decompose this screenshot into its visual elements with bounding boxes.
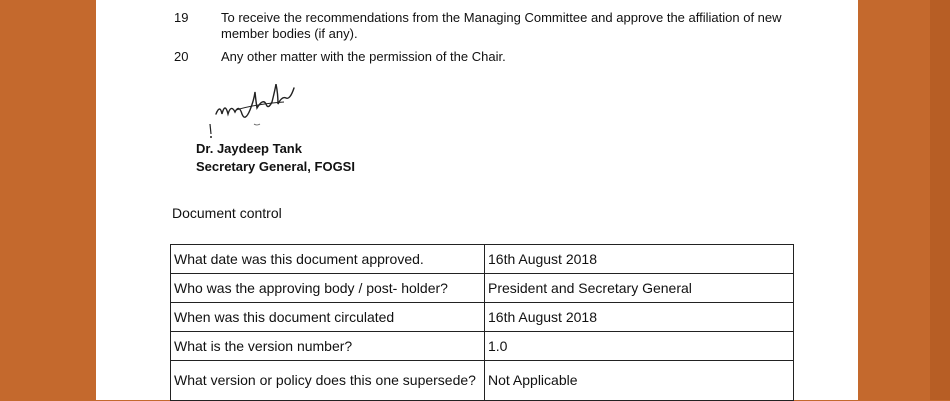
table-row bbox=[171, 274, 794, 303]
row-question: Who was the approving body / post- holder? bbox=[171, 274, 485, 303]
document-control-heading: Document control bbox=[172, 205, 282, 221]
document-control-table bbox=[170, 244, 794, 401]
table-row bbox=[171, 332, 794, 361]
agenda-text: Any other matter with the permission of the Chair. bbox=[221, 49, 506, 64]
table-row bbox=[171, 303, 794, 332]
row-answer: President and Secretary General bbox=[485, 274, 794, 303]
row-answer: 16th August 2018 bbox=[485, 245, 794, 274]
page-frame-right bbox=[858, 0, 950, 400]
table-row bbox=[171, 361, 794, 401]
agenda-number: 19 bbox=[174, 10, 189, 25]
signatory-title: Secretary General, FOGSI bbox=[196, 159, 355, 174]
table-row bbox=[171, 245, 794, 274]
document-page bbox=[96, 0, 858, 400]
row-question: What is the version number? bbox=[171, 332, 485, 361]
row-question: What version or policy does this one supersede? bbox=[171, 361, 485, 401]
agenda-text: To receive the recommendations from the Managing Committee and approve the affiliation of new member bodies (if any). bbox=[221, 10, 782, 41]
row-answer: 16th August 2018 bbox=[485, 303, 794, 332]
row-question: When was this document circulated bbox=[171, 303, 485, 332]
handwritten-signature bbox=[206, 84, 316, 140]
agenda-number: 20 bbox=[174, 49, 189, 64]
signatory-name: Dr. Jaydeep Tank bbox=[196, 141, 302, 156]
row-answer: 1.0 bbox=[485, 332, 794, 361]
row-answer: Not Applicable bbox=[485, 361, 794, 401]
row-question: What date was this document approved. bbox=[171, 245, 485, 274]
